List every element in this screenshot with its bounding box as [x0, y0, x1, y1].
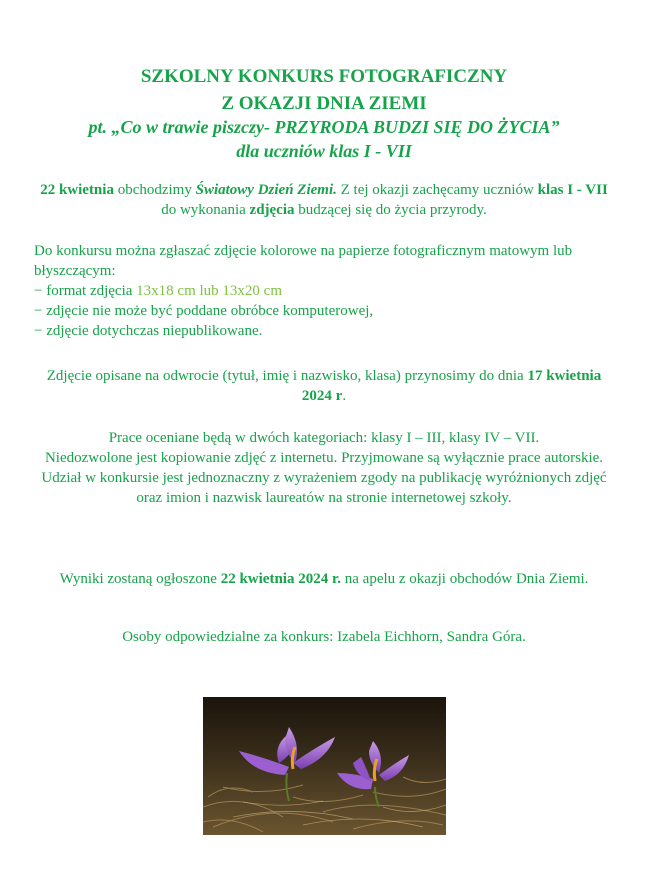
- crocus-photo: [203, 697, 446, 835]
- responsible-persons-text: Osoby odpowiedzialne za konkurs: Izabela Eichhorn, Sandra Góra.: [122, 629, 526, 645]
- results-date: 22 kwietnia 2024 r.: [220, 571, 341, 587]
- intro-text-4: budzącej się do życia przyrody.: [294, 202, 487, 218]
- delivery-end: .: [342, 388, 347, 404]
- rules-section: [40, 428, 608, 508]
- format-size: 13x18 cm lub 13x20 cm: [136, 283, 282, 299]
- requirement-no-editing: − zdjęcie nie może być poddane obróbce komputerowej,: [34, 303, 374, 319]
- intro-date: 22 kwietnia: [40, 182, 114, 198]
- intro-text-2: Z tej okazji zachęcamy uczniów: [336, 182, 538, 198]
- delivery-deadline: 17 kwietnia 2024 r: [301, 368, 602, 404]
- results-text-1: Wyniki zostaną ogłoszone: [59, 571, 221, 587]
- title-line-2: Z OKAZJI DNIA ZIEMI: [221, 93, 427, 114]
- rules-consent: Udział w konkursie jest jednoznaczny z wyrażeniem zgody na publikację wyróżnionych zdjęć oraz imion i nazwisk laureatów na stronie internetowej szkoły.: [41, 470, 607, 506]
- results-paragraph: [40, 569, 608, 589]
- format-prefix: − format zdjęcia: [34, 283, 137, 299]
- intro-text-3: do wykonania: [161, 202, 250, 218]
- intro-holiday: Światowy Dzień Ziemi.: [195, 182, 337, 198]
- responsible-persons: [40, 627, 608, 647]
- requirement-unpublished: − zdjęcie dotychczas niepublikowane.: [34, 323, 263, 339]
- delivery-paragraph: [30, 366, 618, 406]
- requirements-section: [34, 241, 624, 341]
- delivery-text: Zdjęcie opisane na odwrocie (tytuł, imię i nazwisko, klasa) przynosimy do dnia: [46, 368, 528, 384]
- rules-categories: Prace oceniane będą w dwóch kategoriach: klasy I – III, klasy IV – VII.: [108, 430, 540, 446]
- intro-text-1: obchodzimy: [113, 182, 196, 198]
- rules-originality: Niedozwolone jest kopiowanie zdjęć z internetu. Przyjmowane są wyłącznie prace autorskie.: [44, 450, 604, 466]
- requirement-format: [34, 281, 624, 301]
- intro-paragraph: [40, 180, 608, 220]
- target-classes: dla uczniów klas I - VII: [236, 141, 412, 161]
- results-text-2: na apelu z okazji obchodów Dnia Ziemi.: [341, 571, 589, 587]
- intro-classes: klas I - VII: [537, 182, 608, 198]
- contest-theme: pt. „Co w trawie piszczy- PRZYRODA BUDZI SIĘ DO ŻYCIA”: [88, 117, 560, 137]
- title-line-1: SZKOLNY KONKURS FOTOGRAFICZNY: [140, 66, 508, 87]
- requirements-intro: Do konkursu można zgłaszać zdjęcie kolorowe na papierze fotograficznym matowym lub błyszczącym:: [34, 243, 573, 279]
- intro-photo: zdjęcia: [249, 202, 295, 218]
